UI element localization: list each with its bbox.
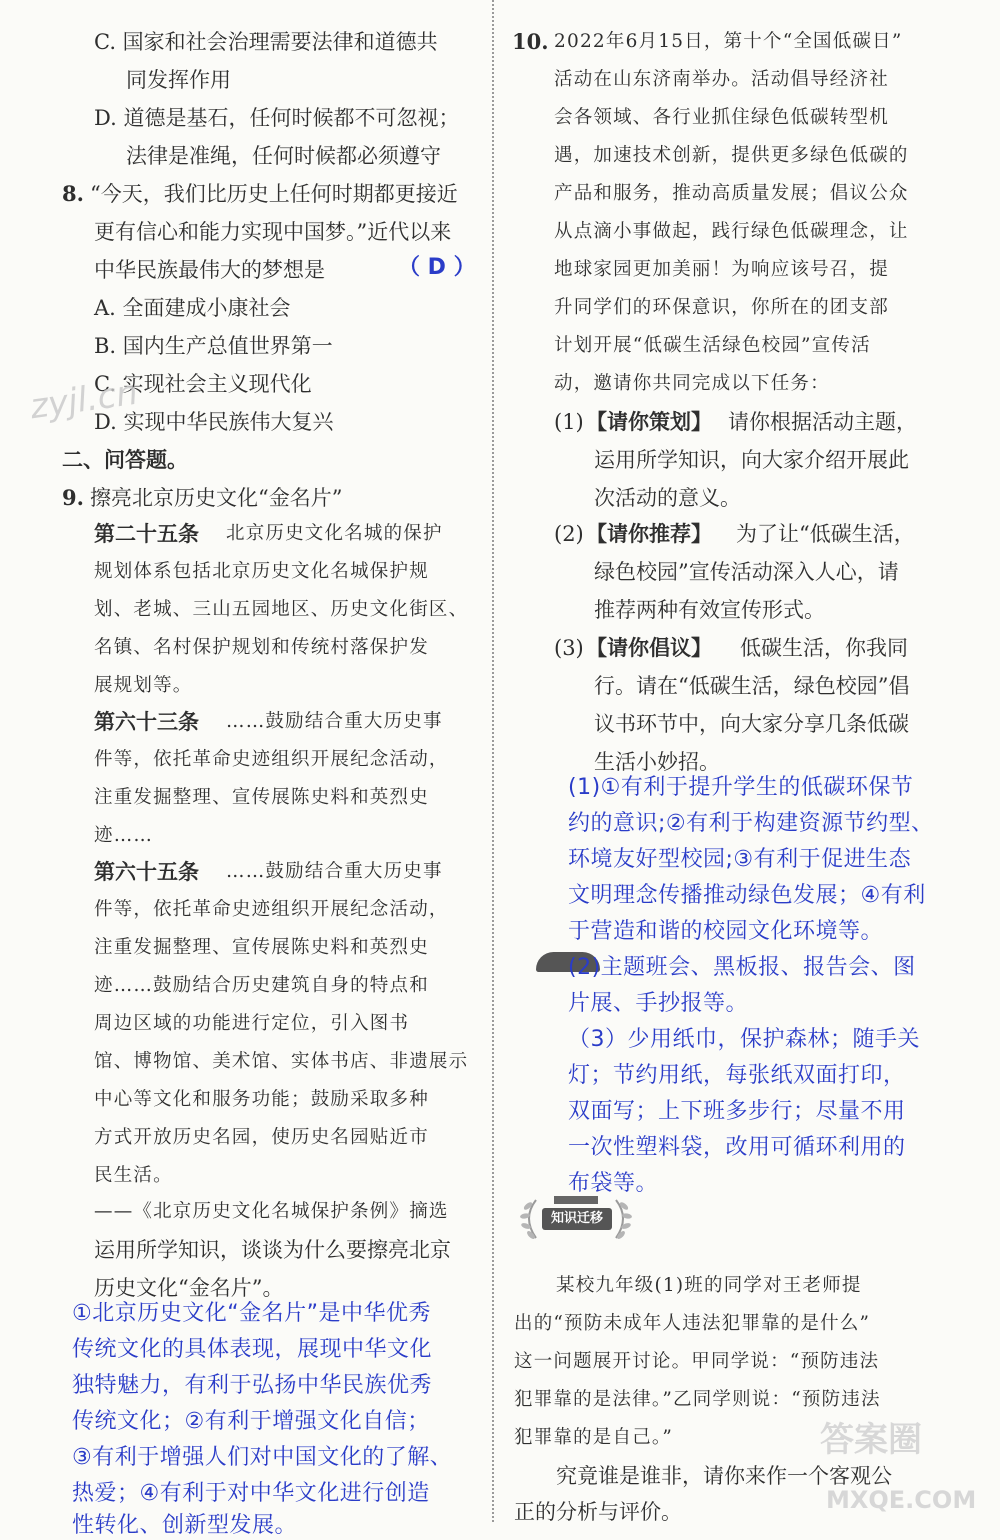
q7-option-c-cont: 同发挥作用 (126, 68, 231, 92)
q9-answer-line: 传统文化；②有利于增强文化自信； (72, 1409, 430, 1434)
watermark-left: zyjl.cn (27, 372, 141, 428)
task3-line: 低碳生活，你我同 (740, 636, 908, 660)
section-title: 二、问答题。 (62, 447, 188, 472)
q10-number: 10. (512, 29, 549, 54)
q9-title: 擦亮北京历史文化“金名片” (90, 486, 343, 510)
transfer-line: 这一问题展开讨论。甲同学说：“预防违法 (514, 1351, 880, 1372)
q10-answer-line: 片展、手抄报等。 (568, 991, 749, 1016)
q8-number: 8. (62, 181, 84, 206)
art25-head: 第二十五条 (94, 521, 199, 546)
q8-option-c: C. 实现社会主义现代化 (94, 372, 312, 396)
q10-stem: 产品和服务，推动高质量发展；倡议公众 (554, 183, 909, 204)
q8-stem-1: “今天，我们比历史上任何时期都更接近 (90, 182, 458, 206)
task2-line: 绿色校园”宣传活动深入人心，请 (594, 560, 899, 584)
q7-option-c: C. 国家和社会治理需要法律和道德共 (94, 30, 438, 54)
q10-stem: 遇，加速技术创新，提供更多绿色低碳的 (554, 145, 909, 166)
q9-source: ——《北京历史文化名城保护条例》摘选 (94, 1201, 449, 1222)
task2-line: 为了让“低碳生活， (736, 522, 915, 546)
watermark-right-top: 答案圈 (820, 1420, 922, 1460)
q10-answer-line: (2)主题班会、黑板报、报告会、图 (568, 955, 916, 980)
task3-tag: 【请你倡议】 (586, 635, 712, 660)
art65-line: 迹……鼓励结合历史建筑自身的特点和 (94, 975, 429, 996)
art63-line: 迹…… (94, 825, 154, 846)
transfer-line: 犯罪靠的是法律。”乙同学则说：“预防违法 (514, 1389, 881, 1410)
q8-option-b: B. 国内生产总值世界第一 (94, 334, 333, 358)
q9-answer-line: ①北京历史文化“金名片”是中华优秀 (72, 1301, 432, 1326)
q10-stem: 计划开展“低碳生活绿色校园”宣传活 (554, 335, 871, 356)
transfer-line: 出的“预防未成年人违法犯罪靠的是什么” (514, 1313, 871, 1334)
q10-answer-line: 文明理念传播推动绿色发展；④有利 (568, 883, 926, 908)
art65-line: 周边区域的功能进行定位，引入图书 (94, 1013, 410, 1034)
task3-line: 生活小妙招。 (594, 750, 720, 774)
q10-answer-line: 布袋等。 (568, 1171, 659, 1196)
q10-answer-line: (1)①有利于提升学生的低碳环保节 (568, 775, 914, 800)
art65-line: 中心等文化和服务功能；鼓励采取多种 (94, 1089, 429, 1110)
art25-line: 名镇、名村保护规划和传统村落保护发 (94, 637, 429, 658)
q10-answer-line: 于营造和谐的校园文化环境等。 (568, 919, 884, 944)
transfer-line: 犯罪靠的是自己。” (514, 1427, 674, 1448)
q8-stem-3: 中华民族最伟大的梦想是 (94, 258, 325, 282)
art65-line: 馆、博物馆、美术馆、实体书店、非遗展示 (94, 1051, 469, 1072)
section-badge-label: 知识迁移 (542, 1208, 612, 1230)
q10-stem: 动，邀请你共同完成以下任务： (554, 373, 830, 394)
q9-number: 9. (62, 485, 84, 510)
q10-stem: 2022年6月15日，第十个“全国低碳日” (554, 31, 903, 52)
watermark-right-bottom: MXQE.COM (826, 1486, 977, 1514)
q9-question-1: 运用所学知识，谈谈为什么要擦亮北京 (94, 1238, 451, 1262)
art63-line: 注重发掘整理、宣传展陈史料和英烈史 (94, 787, 429, 808)
q7-option-d-cont: 法律是准绳，任何时候都必须遵守 (126, 144, 441, 168)
q10-answer-line: 双面写；上下班多步行；尽量不用 (568, 1099, 906, 1124)
art65-line: 注重发掘整理、宣传展陈史料和英烈史 (94, 937, 429, 958)
q10-stem: 会各领域、各行业抓住绿色低碳转型机 (554, 107, 889, 128)
transfer-line: 某校九年级(1)班的同学对王老师提 (556, 1275, 862, 1296)
q10-answer-line: 环境友好型校园;③有利于促进生态 (568, 847, 912, 872)
q8-option-a: A. 全面建成小康社会 (94, 296, 291, 320)
q10-stem: 从点滴小事做起，践行绿色低碳理念，让 (554, 221, 909, 242)
task3-line: 行。请在“低碳生活，绿色校园”倡 (594, 674, 910, 698)
art25-line: 划、老城、三山五园地区、历史文化街区、 (94, 599, 469, 620)
art63-line: ……鼓励结合重大历史事 (226, 711, 443, 732)
task1-num: (1) (554, 410, 584, 434)
q10-stem: 活动在山东济南举办。活动倡导经济社 (554, 69, 889, 90)
column-divider (492, 0, 494, 1522)
q10-answer-line: 约的意识;②有利于构建资源节约型、 (568, 811, 934, 836)
q9-answer-line: 热爱；④有利于对中华文化进行创造 (72, 1481, 430, 1506)
q9-answer-line: 传统文化的具体表现，展现中华文化 (72, 1337, 433, 1362)
q8-answer: （ D ） (398, 255, 476, 280)
art65-head: 第六十五条 (94, 859, 199, 884)
task3-line: 议书环节中，向大家分享几条低碳 (594, 712, 909, 736)
transfer-line: 正的分析与评价。 (514, 1500, 682, 1524)
q9-answer-line: 性转化、创新型发展。 (72, 1513, 298, 1538)
art25-line: 规划体系包括北京历史文化名城保护规 (94, 561, 429, 582)
art25-line: 北京历史文化名城的保护 (226, 523, 443, 544)
art25-line: 展规划等。 (94, 675, 193, 696)
q10-answer-line: 灯；节约用纸，每张纸双面打印， (568, 1063, 906, 1088)
q10-answer-line: 一次性塑料袋，改用可循环利用的 (568, 1135, 906, 1160)
art65-line: ……鼓励结合重大历史事 (226, 861, 443, 882)
task2-tag: 【请你推荐】 (586, 521, 712, 546)
q8-option-d: D. 实现中华民族伟大复兴 (94, 410, 334, 434)
q10-stem: 地球家园更加美丽！为响应该号召，提 (554, 259, 889, 280)
q10-answer-line: （3）少用纸巾，保护森林；随手关 (568, 1027, 920, 1052)
task1-line: 次活动的意义。 (594, 486, 741, 510)
task1-tag: 【请你策划】 (586, 409, 712, 434)
section-badge (514, 1192, 638, 1244)
art65-line: 民生活。 (94, 1165, 173, 1186)
q8-stem-2: 更有信心和能力实现中国梦。”近代以来 (94, 220, 452, 244)
task1-line: 请你根据活动主题， (728, 410, 917, 434)
q9-question-2: 历史文化“金名片”。 (94, 1276, 284, 1300)
art63-head: 第六十三条 (94, 709, 199, 734)
q9-answer-line: 独特魅力，有利于弘扬中华民族优秀 (72, 1373, 433, 1398)
task3-num: (3) (554, 636, 584, 660)
art65-line: 方式开放历史名园，使历史名园贴近市 (94, 1127, 429, 1148)
task2-num: (2) (554, 522, 584, 546)
art63-line: 件等，依托革命史迹组织开展纪念活动， (94, 749, 449, 770)
q7-option-d: D. 道德是基石，任何时候都不可忽视； (94, 106, 460, 130)
q10-stem: 升同学们的环保意识，你所在的团支部 (554, 297, 889, 318)
q9-answer-line: ③有利于增强人们对中国文化的了解、 (72, 1445, 453, 1470)
task2-line: 推荐两种有效宣传形式。 (594, 598, 825, 622)
transfer-line: 究竟谁是谁非，请你来作一个客观公 (556, 1464, 892, 1488)
task1-line: 运用所学知识，向大家介绍开展此 (594, 448, 909, 472)
art65-line: 件等，依托革命史迹组织开展纪念活动， (94, 899, 449, 920)
